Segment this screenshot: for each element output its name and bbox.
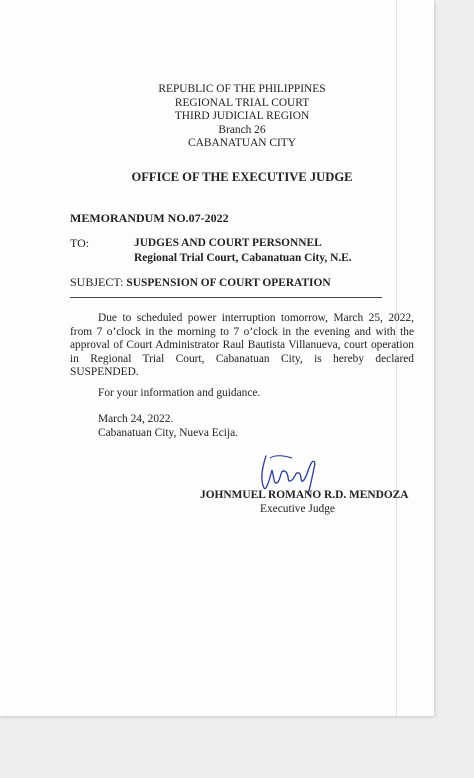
subject-line: [70, 275, 331, 290]
office-title: OFFICE OF THE EXECUTIVE JUDGE: [131, 170, 353, 184]
signatory-name: JOHNMUEL ROMANO R.D. MENDOZA: [200, 489, 409, 501]
subject-text: SUSPENSION OF COURT OPERATION: [126, 277, 331, 289]
addressee: [134, 236, 352, 265]
letterhead-branch: Branch 26: [218, 123, 266, 136]
memo-place: Cabanatuan City, Nueva Ecija.: [98, 426, 239, 439]
closing-line: For your information and guidance.: [98, 387, 261, 399]
memorandum-number: MEMORANDUM NO.07-2022: [70, 211, 229, 225]
letterhead-republic: REPUBLIC OF THE PHILIPPINES: [158, 83, 326, 95]
letterhead-court: REGIONAL TRIAL COURT: [174, 96, 310, 109]
letterhead: [120, 83, 364, 151]
addressee-line-2: Regional Trial Court, Cabanatuan City, N.E.: [134, 251, 352, 264]
letterhead-city: CABANATUAN CITY: [188, 137, 296, 150]
to-label: TO:: [70, 236, 90, 250]
addressee-line-1: JUDGES AND COURT PERSONNEL: [134, 237, 322, 249]
signatory-title: Executive Judge: [260, 503, 335, 515]
subject-divider: [70, 297, 382, 298]
background-edge-bottom: [0, 716, 434, 778]
memo-body: Due to scheduled power interruption tomorrow, March 25, 2022, from 7 o’clock in the morning to 7 o’clock in the evening and with the approval of Court Administrator Raul Bautista Villanueva, court operation in Regional Trial Court, Cabanatuan City, is hereby declared SUSPENDED.: [70, 312, 414, 379]
background-edge-right: [434, 0, 474, 778]
date-place: [98, 413, 238, 440]
subject-label: SUBJECT:: [70, 275, 124, 289]
memo-date: March 24, 2022.: [98, 413, 174, 425]
letterhead-region: THIRD JUDICIAL REGION: [174, 110, 310, 123]
